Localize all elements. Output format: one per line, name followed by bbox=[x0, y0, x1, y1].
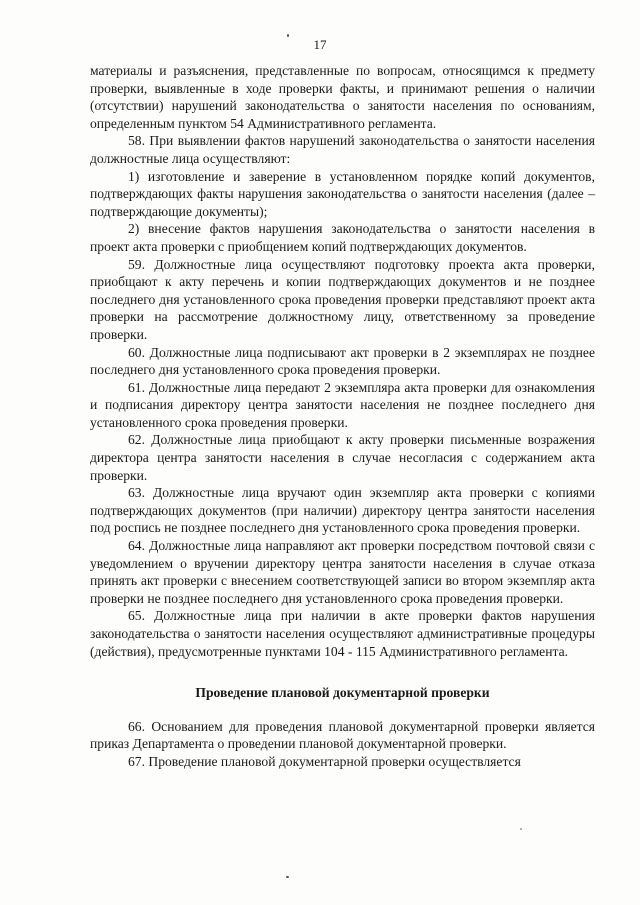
paragraph: 65. Должностные лица при наличии в акте проверки фактов нарушения законодательства о занятости населения осуществляют административные процедуры (действия), предусмотренные пунктами 104 - 115 Административного регламента. bbox=[90, 608, 595, 659]
document-body bbox=[90, 62, 595, 771]
paragraph: 67. Проведение плановой документарной проверки осуществляется bbox=[128, 753, 521, 769]
paragraph: 58. При выявлении фактов нарушений законодательства о занятости населения должностные лица осуществляют: bbox=[90, 133, 595, 166]
scan-speck bbox=[286, 876, 289, 878]
scan-speck bbox=[287, 34, 289, 37]
paragraph: 59. Должностные лица осуществляют подготовку проекта акта проверки, приобщают к акту перечень и копии подтверждающих документов и не позднее последнего дня установленного срока проведения проверки представляют проект акта проверки на рассмотрение должностному лицу, ответственному за проведение проверки. bbox=[90, 256, 595, 342]
paragraph: 62. Должностные лица приобщают к акту проверки письменные возражения директора центра занятости населения в случае несогласия с содержанием акта проверки. bbox=[90, 432, 595, 483]
paragraph: материалы и разъяснения, представленные по вопросам, относящимся к предмету проверки, выявленные в ходе проверки факты, и принимают решения о наличии (отсутствии) нарушений законодательства о занятости населения по основаниям, определенным пунктом 54 Административного регламента. bbox=[90, 63, 595, 131]
paragraph: 2) внесение фактов нарушения законодательства о занятости населения в проект акта проверки с приобщением копий подтверждающих документов. bbox=[90, 221, 595, 254]
paragraph: 66. Основанием для проведения плановой документарной проверки является приказ Департамента о проведении плановой документарной проверки. bbox=[90, 718, 595, 752]
paragraph: 63. Должностные лица вручают один экземпляр акта проверки с копиями подтверждающих документов (при наличии) директору центра занятости населения под роспись не позднее последнего дня установленного срока проведения проверки. bbox=[90, 485, 595, 536]
paragraph: 61. Должностные лица передают 2 экземпляра акта проверки для ознакомления и подписания директору центра занятости населения не позднее последнего дня установленного срока проведения проверки. bbox=[90, 379, 595, 430]
page-number: 17 bbox=[313, 37, 327, 52]
scan-speck bbox=[520, 828, 522, 830]
paragraph: 1) изготовление и заверение в установленном порядке копий документов, подтверждающих факты нарушения законодательства о занятости населения (далее – подтверждающие документы); bbox=[90, 168, 595, 219]
section-heading: Проведение плановой документарной проверки bbox=[195, 685, 490, 701]
paragraph: 64. Должностные лица направляют акт проверки посредством почтовой связи с уведомлением о вручении директору центра занятости населения в случае отказа принять акт проверки с внесением соответствующей записи во втором экземпляр акта проверки не позднее последнего дня установленного срока проведения проверки. bbox=[90, 538, 595, 606]
paragraph: 60. Должностные лица подписывают акт проверки в 2 экземплярах не позднее последнего дня установленного срока проведения проверки. bbox=[90, 344, 595, 378]
